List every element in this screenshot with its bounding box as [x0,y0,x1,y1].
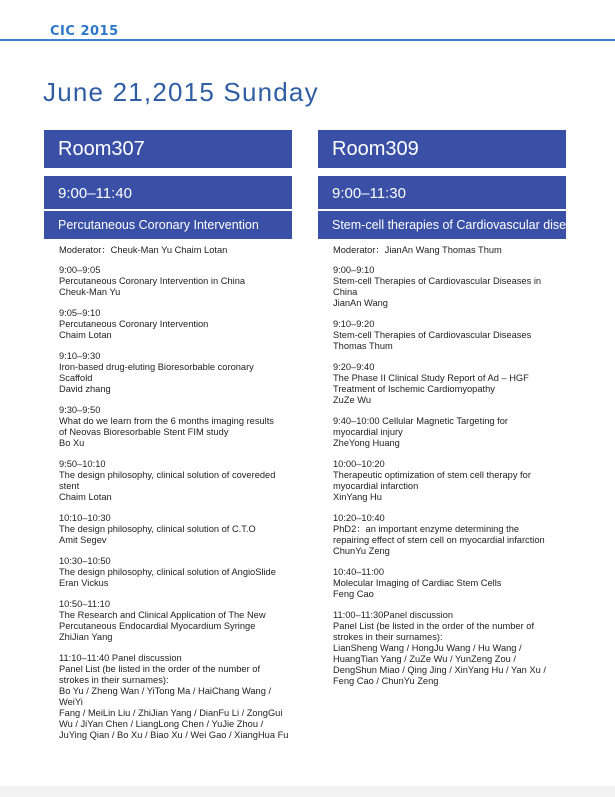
agenda-item [59,599,292,643]
agenda-line: What do we learn from the 6 months imaging results [59,416,274,426]
agenda-line: Percutaneous Coronary Intervention in China [59,276,246,286]
agenda-line: HuangTian Yang / ZuZe Wu / YunZeng Zou / [333,654,516,664]
agenda-line: The Research and Clinical Application of The New [59,610,266,620]
agenda-line: LianSheng Wang / HongJu Wang / Hu Wang / [333,643,522,653]
room-column-left [44,130,292,751]
agenda-line: 10:10–10:30 [59,513,111,523]
agenda-line: Percutaneous Coronary Intervention [59,319,209,329]
agenda-line: Cheuk-Man Yu [59,287,121,297]
agenda-line: DengShun Miao / Qing Jing / XinYang Hu / Yan Xu / [333,665,546,675]
agenda-line: 11:00–11:30Panel discussion [333,610,454,620]
agenda-line: 10:20–10:40 [333,513,385,523]
page-footer-strip [0,786,615,797]
agenda-line: The design philosophy, clinical solution of covereded [59,470,276,480]
agenda-line: Wu / JiYan Chen / LiangLong Chen / YuJie Zhou / [59,719,264,729]
agenda-item [59,513,292,546]
agenda-line: myocardial infarction [333,481,419,491]
agenda-item [59,653,292,741]
agenda-line: strokes in their surnames): [59,675,169,685]
agenda-list [333,265,566,687]
agenda-line: The Phase II Clinical Study Report of Ad – HGF [333,373,529,383]
agenda-line: PhD2：an important enzyme determining the [333,524,520,534]
agenda-line: 9:00–9:10 [333,265,375,275]
agenda-line: Iron-based drug-eluting Bioresorbable coronary [59,362,254,372]
moderator-line: Moderator：JianAn Wang Thomas Thum [333,245,502,255]
agenda-line: JianAn Wang [333,298,388,308]
agenda-line: The design philosophy, clinical solution of AngioSlide [59,567,276,577]
agenda-item [59,556,292,589]
agenda-line: 9:10–9:20 [333,319,375,329]
agenda-line: ZhiJian Yang [59,632,113,642]
agenda-line: Panel List (be listed in the order of the number of [333,621,535,631]
agenda-item [59,405,292,449]
session-body [318,239,566,687]
agenda-line: JuYing Qian / Bo Xu / Biao Xu / Wei Gao / XiangHua Fu [59,730,289,740]
agenda-line: Panel List (be listed in the order of the number of [59,664,261,674]
agenda-item [333,265,566,309]
agenda-line: 10:00–10:20 [333,459,385,469]
agenda-line: Molecular Imaging of Cardiac Stem Cells [333,578,502,588]
agenda-line: Stem-cell Therapies of Cardiovascular Diseases [333,330,532,340]
agenda-line: 9:20–9:40 [333,362,375,372]
agenda-line: David zhang [59,384,111,394]
agenda-line: 11:10–11:40 Panel discussion [59,653,182,663]
agenda-line: 9:10–9:30 [59,351,101,361]
agenda-line: Bo Xu [59,438,85,448]
agenda-item [59,351,292,395]
agenda-line: Thomas Thum [333,341,393,351]
agenda-line: Treatment of Ischemic Cardiomyopathy [333,384,495,394]
agenda-line: Fang / MeiLin Liu / ZhiJian Yang / DianFu Li / ZongGui [59,708,283,718]
agenda-item [333,567,566,600]
agenda-line: Chaim Lotan [59,492,112,502]
agenda-item [59,459,292,503]
agenda-line: 9:00–9:05 [59,265,101,275]
agenda-line: China [333,287,358,297]
agenda-item [59,308,292,341]
agenda-line: myocardial injury [333,427,403,437]
agenda-line: 10:30–10:50 [59,556,111,566]
agenda-item [59,265,292,298]
session-time: 9:00–11:40 [44,176,292,209]
agenda-item [333,362,566,406]
agenda-line: The design philosophy, clinical solution of C.T.O [59,524,256,534]
header-divider [0,39,615,41]
session-body [44,239,292,741]
agenda-line: Chaim Lotan [59,330,112,340]
session-topic: Stem-cell therapies of Cardiovascular diseases [318,211,566,239]
agenda-line: 9:05–9:10 [59,308,101,318]
agenda-line: Eran Vickus [59,578,109,588]
agenda-line: ZuZe Wu [333,395,372,405]
agenda-line: Percutaneous Endocardial Myocardium Syringe [59,621,256,631]
agenda-line: ChunYu Zeng [333,546,390,556]
agenda-line: Stem-cell Therapies of Cardiovascular Diseases in [333,276,542,286]
agenda-line: 10:40–11:00 [333,567,385,577]
agenda-item [333,459,566,503]
moderator-line: Moderator：Cheuk-Man Yu Chaim Lotan [59,245,228,255]
agenda-line: 10:50–11:10 [59,599,111,609]
page-date-title: June 21,2015 Sunday [43,77,319,107]
agenda-line: ZheYong Huang [333,438,400,448]
session-time: 9:00–11:30 [318,176,566,209]
agenda-line: of Neovas Bioresorbable Stent FIM study [59,427,229,437]
agenda-line: repairing effect of stem cell on myocardial infarction [333,535,545,545]
agenda-line: Scaffold [59,373,93,383]
agenda-line: Therapeutic optimization of stem cell therapy for [333,470,531,480]
agenda-line: Feng Cao [333,589,374,599]
agenda-line: stent [59,481,80,491]
room-header: Room309 [318,130,566,168]
agenda-line: XinYang Hu [333,492,382,502]
room-header: Room307 [44,130,292,168]
room-column-right [318,130,593,697]
agenda-item [333,416,566,449]
agenda-line: 9:40–10:00 Cellular Magnetic Targeting for [333,416,509,426]
agenda-line: Feng Cao / ChunYu Zeng [333,676,439,686]
agenda-line: 9:30–9:50 [59,405,101,415]
agenda-list [59,265,292,741]
agenda-item [333,513,566,557]
agenda-line: 9:50–10:10 [59,459,106,469]
agenda-item [333,610,566,687]
conference-brand: CIC 2015 [50,24,119,39]
session-topic: Percutaneous Coronary Intervention [44,211,292,239]
agenda-line: Amit Segev [59,535,107,545]
agenda-line: Bo Yu / Zheng Wan / YiTong Ma / HaiChang Wang / WeiYi [59,686,272,707]
agenda-item [333,319,566,352]
agenda-line: strokes in their surnames): [333,632,443,642]
